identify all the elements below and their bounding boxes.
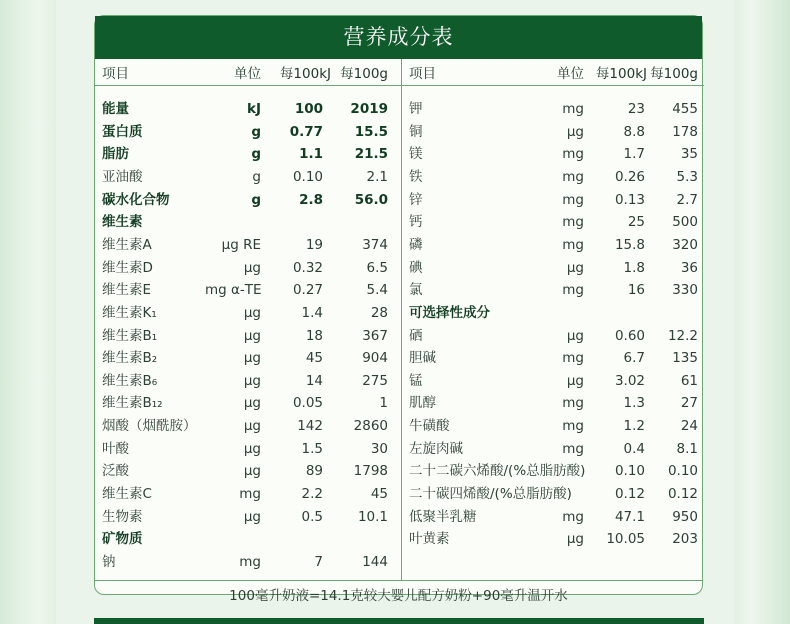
- value-per-100g: 2019: [350, 101, 388, 117]
- nutrient-name: 能量: [102, 101, 129, 117]
- bottom-accent-bar: [94, 618, 704, 624]
- table-row: [402, 189, 704, 211]
- value-per-100g: 0.12: [667, 486, 698, 503]
- nutrient-unit: mg: [562, 395, 584, 412]
- nutrient-unit: μg: [243, 418, 261, 435]
- value-per-100kj: 16: [627, 282, 645, 299]
- left-table-column: [95, 59, 402, 580]
- value-per-100g: 1798: [353, 463, 388, 480]
- nutrient-name: 氯: [409, 282, 423, 299]
- nutrient-unit: μg: [566, 372, 584, 389]
- nutrient-unit: g: [252, 168, 261, 185]
- value-per-100g: 5.4: [366, 282, 388, 299]
- value-per-100kj: 2.2: [301, 486, 323, 503]
- table-row: [95, 143, 401, 165]
- nutrient-name: 维生素B₁₂: [102, 395, 163, 412]
- nutrient-name: 碳水化合物: [102, 191, 170, 208]
- value-per-100kj: 14: [305, 372, 323, 389]
- nutrient-unit: μg: [566, 531, 584, 548]
- table-row: [95, 98, 401, 120]
- table-row: [402, 415, 704, 437]
- nutrient-name: 肌醇: [409, 395, 436, 412]
- table-header-row: [402, 63, 704, 86]
- nutrient-name: 维生素C: [102, 486, 152, 503]
- header-item: 项目: [102, 66, 129, 82]
- value-per-100g: 2.1: [366, 168, 388, 185]
- nutrient-unit: g: [251, 191, 261, 208]
- nutrient-unit: kJ: [246, 101, 261, 117]
- nutrient-name: 胆碱: [409, 350, 436, 367]
- nutrient-unit: mg: [562, 236, 584, 253]
- nutrient-name: 叶酸: [102, 440, 129, 457]
- value-per-100kj: 89: [305, 463, 323, 480]
- value-per-100kj: 0.60: [614, 327, 645, 344]
- nutrient-name: 碘: [409, 259, 423, 276]
- table-row: [402, 234, 704, 256]
- nutrient-name: 镁: [409, 146, 423, 163]
- right-table-column: [402, 59, 704, 580]
- nutrient-name: 铜: [409, 123, 423, 140]
- header-unit: 单位: [557, 66, 584, 82]
- nutrient-name: 维生素: [102, 214, 143, 231]
- table-row: [95, 528, 401, 550]
- table-row: [95, 325, 401, 347]
- table-row: [402, 506, 704, 528]
- nutrient-unit: mg: [562, 508, 584, 525]
- nutrient-name: 亚油酸: [102, 168, 143, 185]
- value-per-100kj: 7: [314, 554, 323, 570]
- table-row: [402, 370, 704, 392]
- header-unit: 单位: [234, 66, 261, 82]
- nutrient-name: 钠: [102, 554, 116, 570]
- value-per-100g: 455: [672, 101, 698, 117]
- value-per-100kj: 0.10: [614, 463, 645, 480]
- table-row: [402, 302, 704, 324]
- value-per-100g: 30: [370, 440, 388, 457]
- nutrient-name: 维生素B₁: [102, 327, 158, 344]
- value-per-100g: 15.5: [354, 123, 388, 140]
- nutrient-name: 牛磺酸: [409, 418, 450, 435]
- value-per-100g: 135: [672, 350, 698, 367]
- value-per-100kj: 142: [297, 418, 323, 435]
- table-row: [402, 392, 704, 414]
- value-per-100kj: 3.02: [614, 372, 645, 389]
- value-per-100kj: 0.4: [623, 440, 645, 457]
- value-per-100g: 24: [680, 418, 698, 435]
- table-row: [95, 302, 401, 324]
- value-per-100g: 330: [672, 282, 698, 299]
- value-per-100g: 10.1: [357, 508, 388, 525]
- header-per-100kj: 每100kJ: [595, 66, 647, 82]
- nutrient-unit: μg: [243, 508, 261, 525]
- value-per-100kj: 19: [305, 236, 323, 253]
- table-row: [402, 438, 704, 460]
- nutrient-unit: μg: [243, 440, 261, 457]
- value-per-100kj: 2.8: [299, 191, 323, 208]
- nutrient-unit: μg: [243, 304, 261, 321]
- nutrient-unit: μg: [566, 123, 584, 140]
- value-per-100g: 367: [362, 327, 388, 344]
- table-columns: [95, 59, 702, 580]
- header-per-100g: 每100g: [340, 66, 388, 82]
- value-per-100kj: 1.3: [623, 395, 645, 412]
- nutrient-unit: mg: [239, 486, 261, 503]
- value-per-100kj: 47.1: [614, 508, 645, 525]
- nutrient-unit: μg: [243, 327, 261, 344]
- value-per-100g: 27: [680, 395, 698, 412]
- value-per-100g: 203: [672, 531, 698, 548]
- left-background-stripe: [0, 0, 56, 624]
- nutrient-name: 左旋肉碱: [409, 440, 463, 457]
- nutrient-unit: g: [251, 146, 261, 163]
- table-row: [402, 483, 704, 505]
- value-per-100kj: 8.8: [623, 123, 645, 140]
- nutrient-unit: μg: [566, 327, 584, 344]
- value-per-100g: 12.2: [667, 327, 698, 344]
- nutrient-unit: μg: [566, 259, 584, 276]
- table-row: [402, 98, 704, 120]
- table-row: [95, 506, 401, 528]
- nutrient-unit: mg: [562, 440, 584, 457]
- value-per-100kj: 0.5: [301, 508, 323, 525]
- nutrient-name: 钾: [409, 101, 423, 117]
- table-row: [95, 551, 401, 573]
- nutrient-name: 维生素B₂: [102, 350, 158, 367]
- table-row: [95, 370, 401, 392]
- value-per-100kj: 1.8: [623, 259, 645, 276]
- nutrient-name: 磷: [409, 236, 423, 253]
- table-row: [95, 347, 401, 369]
- value-per-100kj: 0.26: [614, 168, 645, 185]
- nutrient-name: 维生素E: [102, 282, 152, 299]
- nutrient-name: 脂肪: [102, 146, 129, 163]
- table-row: [402, 460, 704, 482]
- value-per-100kj: 0.10: [292, 168, 323, 185]
- nutrient-unit: μg: [243, 259, 261, 276]
- value-per-100kj: 0.32: [292, 259, 323, 276]
- value-per-100g: 178: [672, 123, 698, 140]
- table-row: [95, 166, 401, 188]
- value-per-100g: 0.10: [667, 463, 698, 480]
- right-background-stripe: [734, 0, 790, 624]
- nutrient-unit: μg RE: [221, 236, 261, 253]
- table-row: [95, 483, 401, 505]
- table-row: [95, 257, 401, 279]
- value-per-100kj: 1.4: [301, 304, 323, 321]
- value-per-100g: 28: [370, 304, 388, 321]
- value-per-100g: 1: [379, 395, 388, 412]
- value-per-100kj: 1.1: [299, 146, 323, 163]
- nutrient-unit: μg: [243, 463, 261, 480]
- nutrient-name: 铁: [409, 168, 423, 185]
- table-row: [95, 279, 401, 301]
- value-per-100kj: 18: [305, 327, 323, 344]
- nutrient-unit: mg: [562, 101, 584, 117]
- value-per-100kj: 15.8: [614, 236, 645, 253]
- table-row: [95, 211, 401, 233]
- value-per-100g: 61: [680, 372, 698, 389]
- value-per-100g: 144: [362, 554, 388, 570]
- value-per-100kj: 0.12: [614, 486, 645, 503]
- nutrient-unit: mg: [562, 146, 584, 163]
- table-header-row: [95, 63, 401, 86]
- table-row: [95, 415, 401, 437]
- nutrient-unit: mg: [239, 554, 261, 570]
- panel-title: 营养成分表: [95, 16, 702, 59]
- nutrient-unit: mg: [562, 168, 584, 185]
- value-per-100kj: 0.77: [289, 123, 323, 140]
- nutrient-name: 维生素A: [102, 236, 152, 253]
- value-per-100g: 2.7: [676, 191, 698, 208]
- value-per-100kj: 0.27: [292, 282, 323, 299]
- value-per-100kj: 1.7: [623, 146, 645, 163]
- table-row: [95, 234, 401, 256]
- value-per-100g: 2860: [353, 418, 388, 435]
- header-per-100g: 每100g: [650, 66, 698, 82]
- value-per-100g: 500: [672, 214, 698, 231]
- nutrient-unit: μg: [243, 395, 261, 412]
- nutrient-name: 锰: [409, 372, 423, 389]
- nutrient-unit: mg: [562, 350, 584, 367]
- nutrient-name: 叶黄素: [409, 531, 450, 548]
- nutrient-name: 低聚半乳糖: [409, 508, 477, 525]
- nutrient-unit: g: [251, 123, 261, 140]
- table-row: [402, 257, 704, 279]
- value-per-100g: 374: [362, 236, 388, 253]
- nutrient-name: 维生素K₁: [102, 304, 157, 321]
- table-row: [402, 143, 704, 165]
- table-row: [95, 121, 401, 143]
- nutrient-name: 生物素: [102, 508, 143, 525]
- table-row: [402, 211, 704, 233]
- value-per-100kj: 1.5: [301, 440, 323, 457]
- value-per-100kj: 0.13: [614, 191, 645, 208]
- table-row: [402, 347, 704, 369]
- value-per-100kj: 25: [627, 214, 645, 231]
- nutrient-unit: mg: [562, 191, 584, 208]
- value-per-100g: 35: [680, 146, 698, 163]
- value-per-100g: 6.5: [366, 259, 388, 276]
- table-row: [402, 121, 704, 143]
- value-per-100kj: 6.7: [623, 350, 645, 367]
- nutrient-name: 蛋白质: [102, 123, 143, 140]
- table-row: [402, 166, 704, 188]
- table-row: [402, 325, 704, 347]
- value-per-100g: 8.1: [676, 440, 698, 457]
- header-item: 项目: [409, 66, 436, 82]
- nutrient-name: 二十碳四烯酸/(%总脂肪酸): [409, 486, 572, 503]
- header-per-100kj: 每100kJ: [279, 66, 331, 82]
- value-per-100g: 320: [672, 236, 698, 253]
- nutrition-facts-panel: [94, 15, 703, 604]
- value-per-100kj: 10.05: [606, 531, 645, 548]
- value-per-100g: 275: [362, 372, 388, 389]
- nutrient-name: 维生素B₆: [102, 372, 158, 389]
- nutrient-unit: mg: [562, 418, 584, 435]
- nutrient-name: 硒: [409, 327, 423, 344]
- nutrient-name: 维生素D: [102, 259, 153, 276]
- nutrient-unit: μg: [243, 350, 261, 367]
- value-per-100g: 36: [680, 259, 698, 276]
- table-row: [402, 279, 704, 301]
- value-per-100g: 21.5: [354, 146, 388, 163]
- nutrient-unit: mg: [562, 282, 584, 299]
- value-per-100kj: 0.05: [292, 395, 323, 412]
- table-row: [95, 189, 401, 211]
- table-row: [402, 528, 704, 550]
- value-per-100g: 950: [672, 508, 698, 525]
- value-per-100kj: 100: [294, 101, 323, 117]
- table-row: [95, 438, 401, 460]
- nutrient-name: 矿物质: [102, 531, 143, 548]
- nutrient-name: 钙: [409, 214, 423, 231]
- value-per-100g: 56.0: [354, 191, 388, 208]
- value-per-100kj: 23: [627, 101, 645, 117]
- value-per-100g: 904: [362, 350, 388, 367]
- nutrient-name: 锌: [409, 191, 423, 208]
- value-per-100g: 45: [370, 486, 388, 503]
- nutrient-name: 泛酸: [102, 463, 129, 480]
- table-row: [95, 460, 401, 482]
- nutrient-unit: mg: [562, 214, 584, 231]
- nutrient-unit: μg: [243, 372, 261, 389]
- nutrient-name: 二十二碳六烯酸/(%总脂肪酸): [409, 463, 586, 480]
- table-row: [95, 392, 401, 414]
- nutrient-unit: mg α-TE: [205, 282, 262, 299]
- preparation-footnote: 100毫升奶液=14.1克较大婴儿配方奶粉+90毫升温开水: [95, 580, 702, 597]
- value-per-100kj: 1.2: [623, 418, 645, 435]
- value-per-100kj: 45: [305, 350, 323, 367]
- nutrient-name: 烟酸（烟酰胺）: [102, 418, 197, 435]
- nutrient-name: 可选择性成分: [409, 304, 490, 321]
- value-per-100g: 5.3: [676, 168, 698, 185]
